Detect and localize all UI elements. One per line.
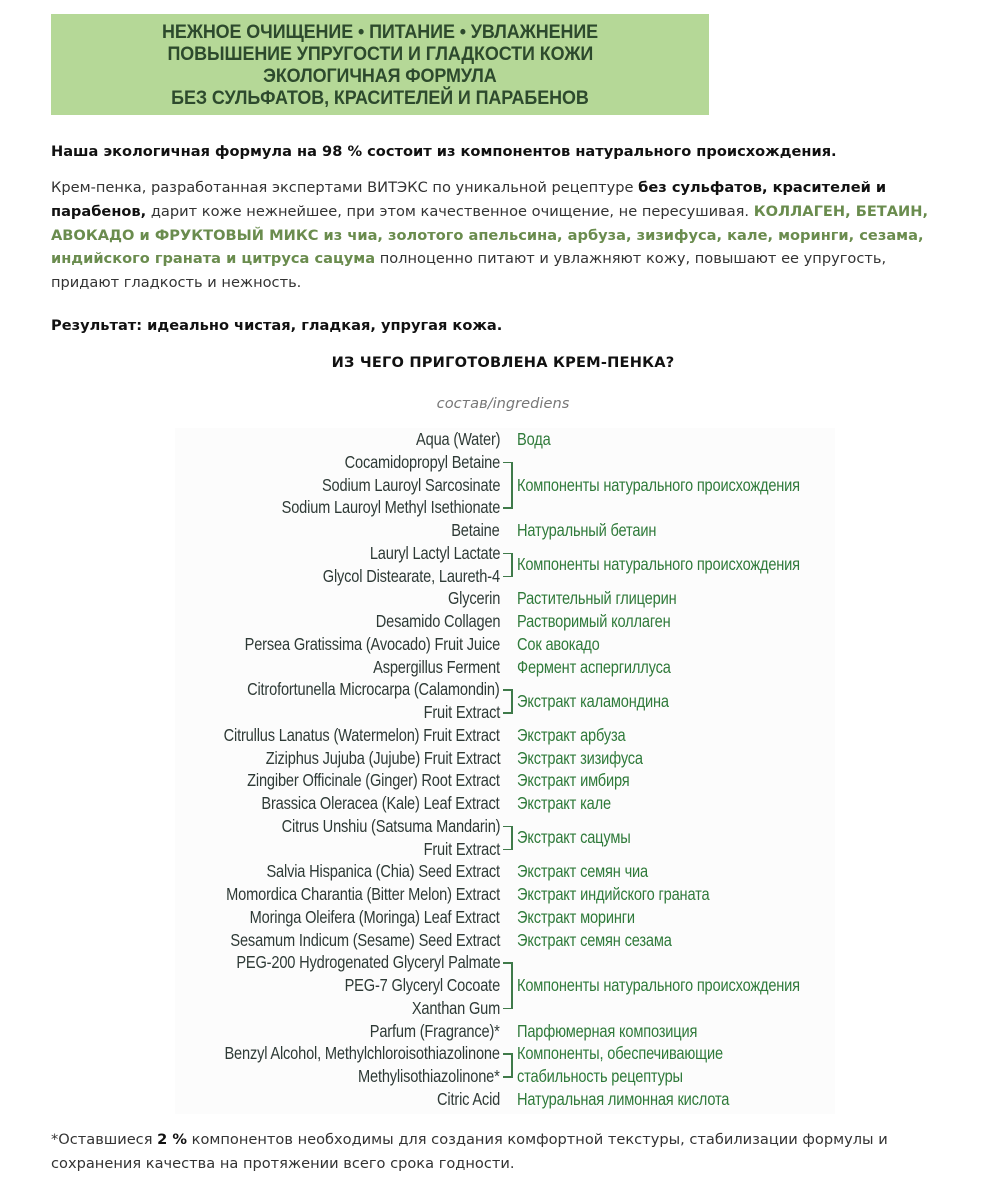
ingredient-inci-name: Persea Gratissima (Avocado) Fruit Juice bbox=[244, 633, 500, 654]
bracket-tick bbox=[503, 507, 511, 509]
ingredient-inci-name: Citrus Unshiu (Satsuma Mandarin) bbox=[281, 815, 500, 836]
ingredient-inci-name: Xanthan Gum bbox=[411, 997, 500, 1018]
ingredient-row bbox=[0, 1088, 860, 1111]
ingredient-description: Вода bbox=[517, 429, 551, 449]
ingredient-inci-name: Glycerin bbox=[447, 588, 500, 609]
section-subtitle: состав/ingrediens bbox=[436, 395, 570, 412]
ingredient-row bbox=[0, 428, 860, 451]
ingredient-row bbox=[0, 633, 860, 656]
description-text: дарит коже нежнейшее, при этом качественное очищение, не пересушивая. bbox=[146, 202, 754, 220]
bracket-tick bbox=[503, 553, 511, 555]
ingredient-row bbox=[0, 656, 860, 679]
ingredient-row bbox=[0, 1042, 860, 1065]
ingredient-inci-name: Sodium Lauroyl Methyl Isethionate bbox=[281, 497, 500, 518]
ingredient-inci-name: Ziziphus Jujuba (Jujube) Fruit Extract bbox=[265, 747, 500, 768]
bracket-tick bbox=[503, 962, 511, 964]
ingredient-row bbox=[0, 451, 860, 474]
ingredient-row bbox=[0, 838, 860, 861]
ingredient-inci-name: Sodium Lauroyl Sarcosinate bbox=[321, 474, 500, 495]
ingredient-description: Натуральная лимонная кислота bbox=[517, 1088, 730, 1109]
ingredient-inci-name: Cocamidopropyl Betaine bbox=[344, 451, 500, 472]
ingredient-row bbox=[0, 769, 860, 792]
ingredient-row bbox=[0, 951, 860, 974]
ingredient-inci-name: Momordica Charantia (Bitter Melon) Extract bbox=[226, 884, 500, 904]
ingredient-inci-name: Fruit Extract bbox=[423, 702, 500, 722]
ingredient-inci-name: Citrofortunella Microcarpa (Calamondin) bbox=[247, 679, 500, 700]
bracket-line bbox=[511, 553, 513, 577]
ingredient-row bbox=[0, 1020, 860, 1043]
ingredient-row bbox=[0, 906, 860, 929]
lead-paragraph: Наша экологичная формула на 98 % состоит из компонентов натурального происхождения. bbox=[51, 143, 837, 160]
description-text: полноценно питают и увлажняют кожу, повышают ее упругость, придают гладкость и нежность. bbox=[51, 250, 887, 292]
ingredient-row bbox=[0, 701, 860, 724]
ingredient-inci-name: PEG-200 Hydrogenated Glyceryl Palmate bbox=[235, 952, 500, 973]
ingredient-row bbox=[0, 519, 860, 542]
description-text: Крем-пенка, разработанная экспертами ВИТЭКС по уникальной рецептуре bbox=[51, 179, 639, 196]
ingredient-description: Экстракт сацумы bbox=[517, 827, 631, 848]
banner-line: БЕЗ СУЛЬФАТОВ, КРАСИТЕЛЕЙ И ПАРАБЕНОВ bbox=[171, 86, 589, 109]
ingredient-description: Экстракт моринги bbox=[517, 906, 635, 927]
ingredient-description: Растительный глицерин bbox=[517, 588, 677, 609]
ingredient-description: Экстракт каламондина bbox=[517, 690, 669, 711]
bracket-tick bbox=[503, 462, 511, 464]
section-title: ИЗ ЧЕГО ПРИГОТОВЛЕНА КРЕМ-ПЕНКА? bbox=[331, 354, 675, 371]
ingredient-row bbox=[0, 1065, 860, 1088]
bracket-line bbox=[511, 826, 513, 850]
ingredient-row bbox=[0, 860, 860, 883]
ingredient-description: Фермент аспергиллуса bbox=[517, 656, 671, 677]
banner-line: ПОВЫШЕНИЕ УПРУГОСТИ И ГЛАДКОСТИ КОЖИ bbox=[167, 42, 593, 65]
ingredient-inci-name: Desamido Collagen bbox=[375, 611, 500, 631]
ingredient-description: Парфюмерная композиция bbox=[517, 1020, 698, 1041]
ingredient-inci-name: Parfum (Fragrance)* bbox=[370, 1020, 500, 1041]
footnote bbox=[51, 1128, 956, 1176]
ingredient-description: Компоненты натурального происхождения bbox=[517, 975, 800, 995]
bracket-tick bbox=[503, 849, 511, 851]
ingredient-description: Компоненты натурального происхождения bbox=[517, 554, 800, 575]
ingredient-inci-name: Glycol Distearate, Laureth-4 bbox=[322, 565, 500, 586]
ingredient-description: Экстракт имбиря bbox=[517, 770, 630, 791]
ingredient-inci-name: Zingiber Officinale (Ginger) Root Extract bbox=[247, 770, 500, 791]
result-paragraph: Результат: идеально чистая, гладкая, упругая кожа. bbox=[51, 317, 503, 334]
bracket-tick bbox=[503, 576, 511, 578]
ingredient-inci-name: Moringa Oleifera (Moringa) Leaf Extract bbox=[249, 906, 500, 927]
ingredient-description: Натуральный бетаин bbox=[517, 520, 657, 540]
description-highlight: КОЛЛАГЕН, БЕТАИН, АВОКАДО и ФРУКТОВЫЙ МИКС из чиа, золотого апельсина, арбуза, зизифуса, кале, моринги, сезама, индийского граната и цитруса сацума bbox=[51, 202, 929, 268]
ingredient-description: Экстракт семян чиа bbox=[517, 861, 648, 882]
ingredient-row bbox=[0, 997, 860, 1020]
bracket-tick bbox=[503, 1008, 511, 1010]
ingredient-description: Экстракт зизифуса bbox=[517, 747, 643, 768]
ingredient-row bbox=[0, 678, 860, 701]
ingredient-inci-name: Aqua (Water) bbox=[415, 429, 500, 449]
ingredient-inci-name: Sesamum Indicum (Sesame) Seed Extract bbox=[230, 929, 500, 950]
ingredient-inci-name: Lauryl Lactyl Lactate bbox=[369, 542, 500, 563]
ingredient-description: стабильность рецептуры bbox=[517, 1066, 683, 1086]
ingredient-row bbox=[0, 883, 860, 906]
ingredient-row bbox=[0, 815, 860, 838]
ingredient-description: Компоненты натурального происхождения bbox=[517, 474, 800, 495]
ingredient-row bbox=[0, 929, 860, 952]
ingredient-row bbox=[0, 496, 860, 519]
bracket-line bbox=[511, 462, 513, 509]
ingredient-description: Растворимый коллаген bbox=[517, 611, 671, 631]
bracket-tick bbox=[503, 712, 511, 714]
ingredient-description: Сок авокадо bbox=[517, 633, 600, 654]
ingredient-inci-name: PEG-7 Glyceryl Cocoate bbox=[344, 975, 500, 995]
ingredient-row bbox=[0, 724, 860, 747]
ingredient-inci-name: Methylisothiazolinone* bbox=[358, 1066, 500, 1086]
ingredient-description: Компоненты, обеспечивающие bbox=[517, 1043, 723, 1064]
bracket-line bbox=[511, 689, 513, 713]
footnote-text: *Оставшиеся bbox=[51, 1131, 158, 1148]
ingredient-inci-name: Aspergillus Ferment bbox=[373, 656, 500, 677]
footnote-bold: 2 % bbox=[157, 1131, 187, 1148]
bracket-tick bbox=[503, 826, 511, 828]
ingredient-inci-name: Citrullus Lanatus (Watermelon) Fruit Extract bbox=[223, 724, 500, 745]
ingredient-inci-name: Benzyl Alcohol, Methylchloroisothiazolinone bbox=[224, 1043, 500, 1064]
bracket-tick bbox=[503, 689, 511, 691]
footnote-text: компонентов необходимы для создания комфортной текстуры, стабилизации формулы и сохранения качества на протяжении всего срока годности. bbox=[51, 1131, 888, 1172]
ingredient-description: Экстракт арбуза bbox=[517, 724, 626, 745]
bracket-tick bbox=[503, 1053, 511, 1055]
ingredient-inci-name: Salvia Hispanica (Chia) Seed Extract bbox=[266, 861, 500, 882]
description-bold: без сульфатов, красителей и парабенов, bbox=[51, 179, 887, 220]
ingredient-row bbox=[0, 747, 860, 770]
bracket-line bbox=[511, 1053, 513, 1077]
banner-line: ЭКОЛОГИЧНАЯ ФОРМУЛА bbox=[263, 64, 497, 87]
bracket-line bbox=[511, 962, 513, 1009]
ingredient-description: Экстракт индийского граната bbox=[517, 884, 710, 904]
ingredient-row bbox=[0, 610, 860, 633]
ingredient-row bbox=[0, 587, 860, 610]
ingredient-inci-name: Betaine bbox=[451, 520, 500, 540]
bracket-tick bbox=[503, 1076, 511, 1078]
banner-line: НЕЖНОЕ ОЧИЩЕНИЕ • ПИТАНИЕ • УВЛАЖНЕНИЕ bbox=[161, 20, 599, 43]
ingredient-inci-name: Citric Acid bbox=[436, 1088, 500, 1109]
ingredient-description: Экстракт кале bbox=[517, 793, 611, 813]
ingredient-inci-name: Fruit Extract bbox=[423, 838, 500, 859]
ingredient-inci-name: Brassica Oleracea (Kale) Leaf Extract bbox=[261, 793, 500, 813]
ingredient-description: Экстракт семян сезама bbox=[517, 929, 672, 950]
ingredient-row bbox=[0, 792, 860, 815]
